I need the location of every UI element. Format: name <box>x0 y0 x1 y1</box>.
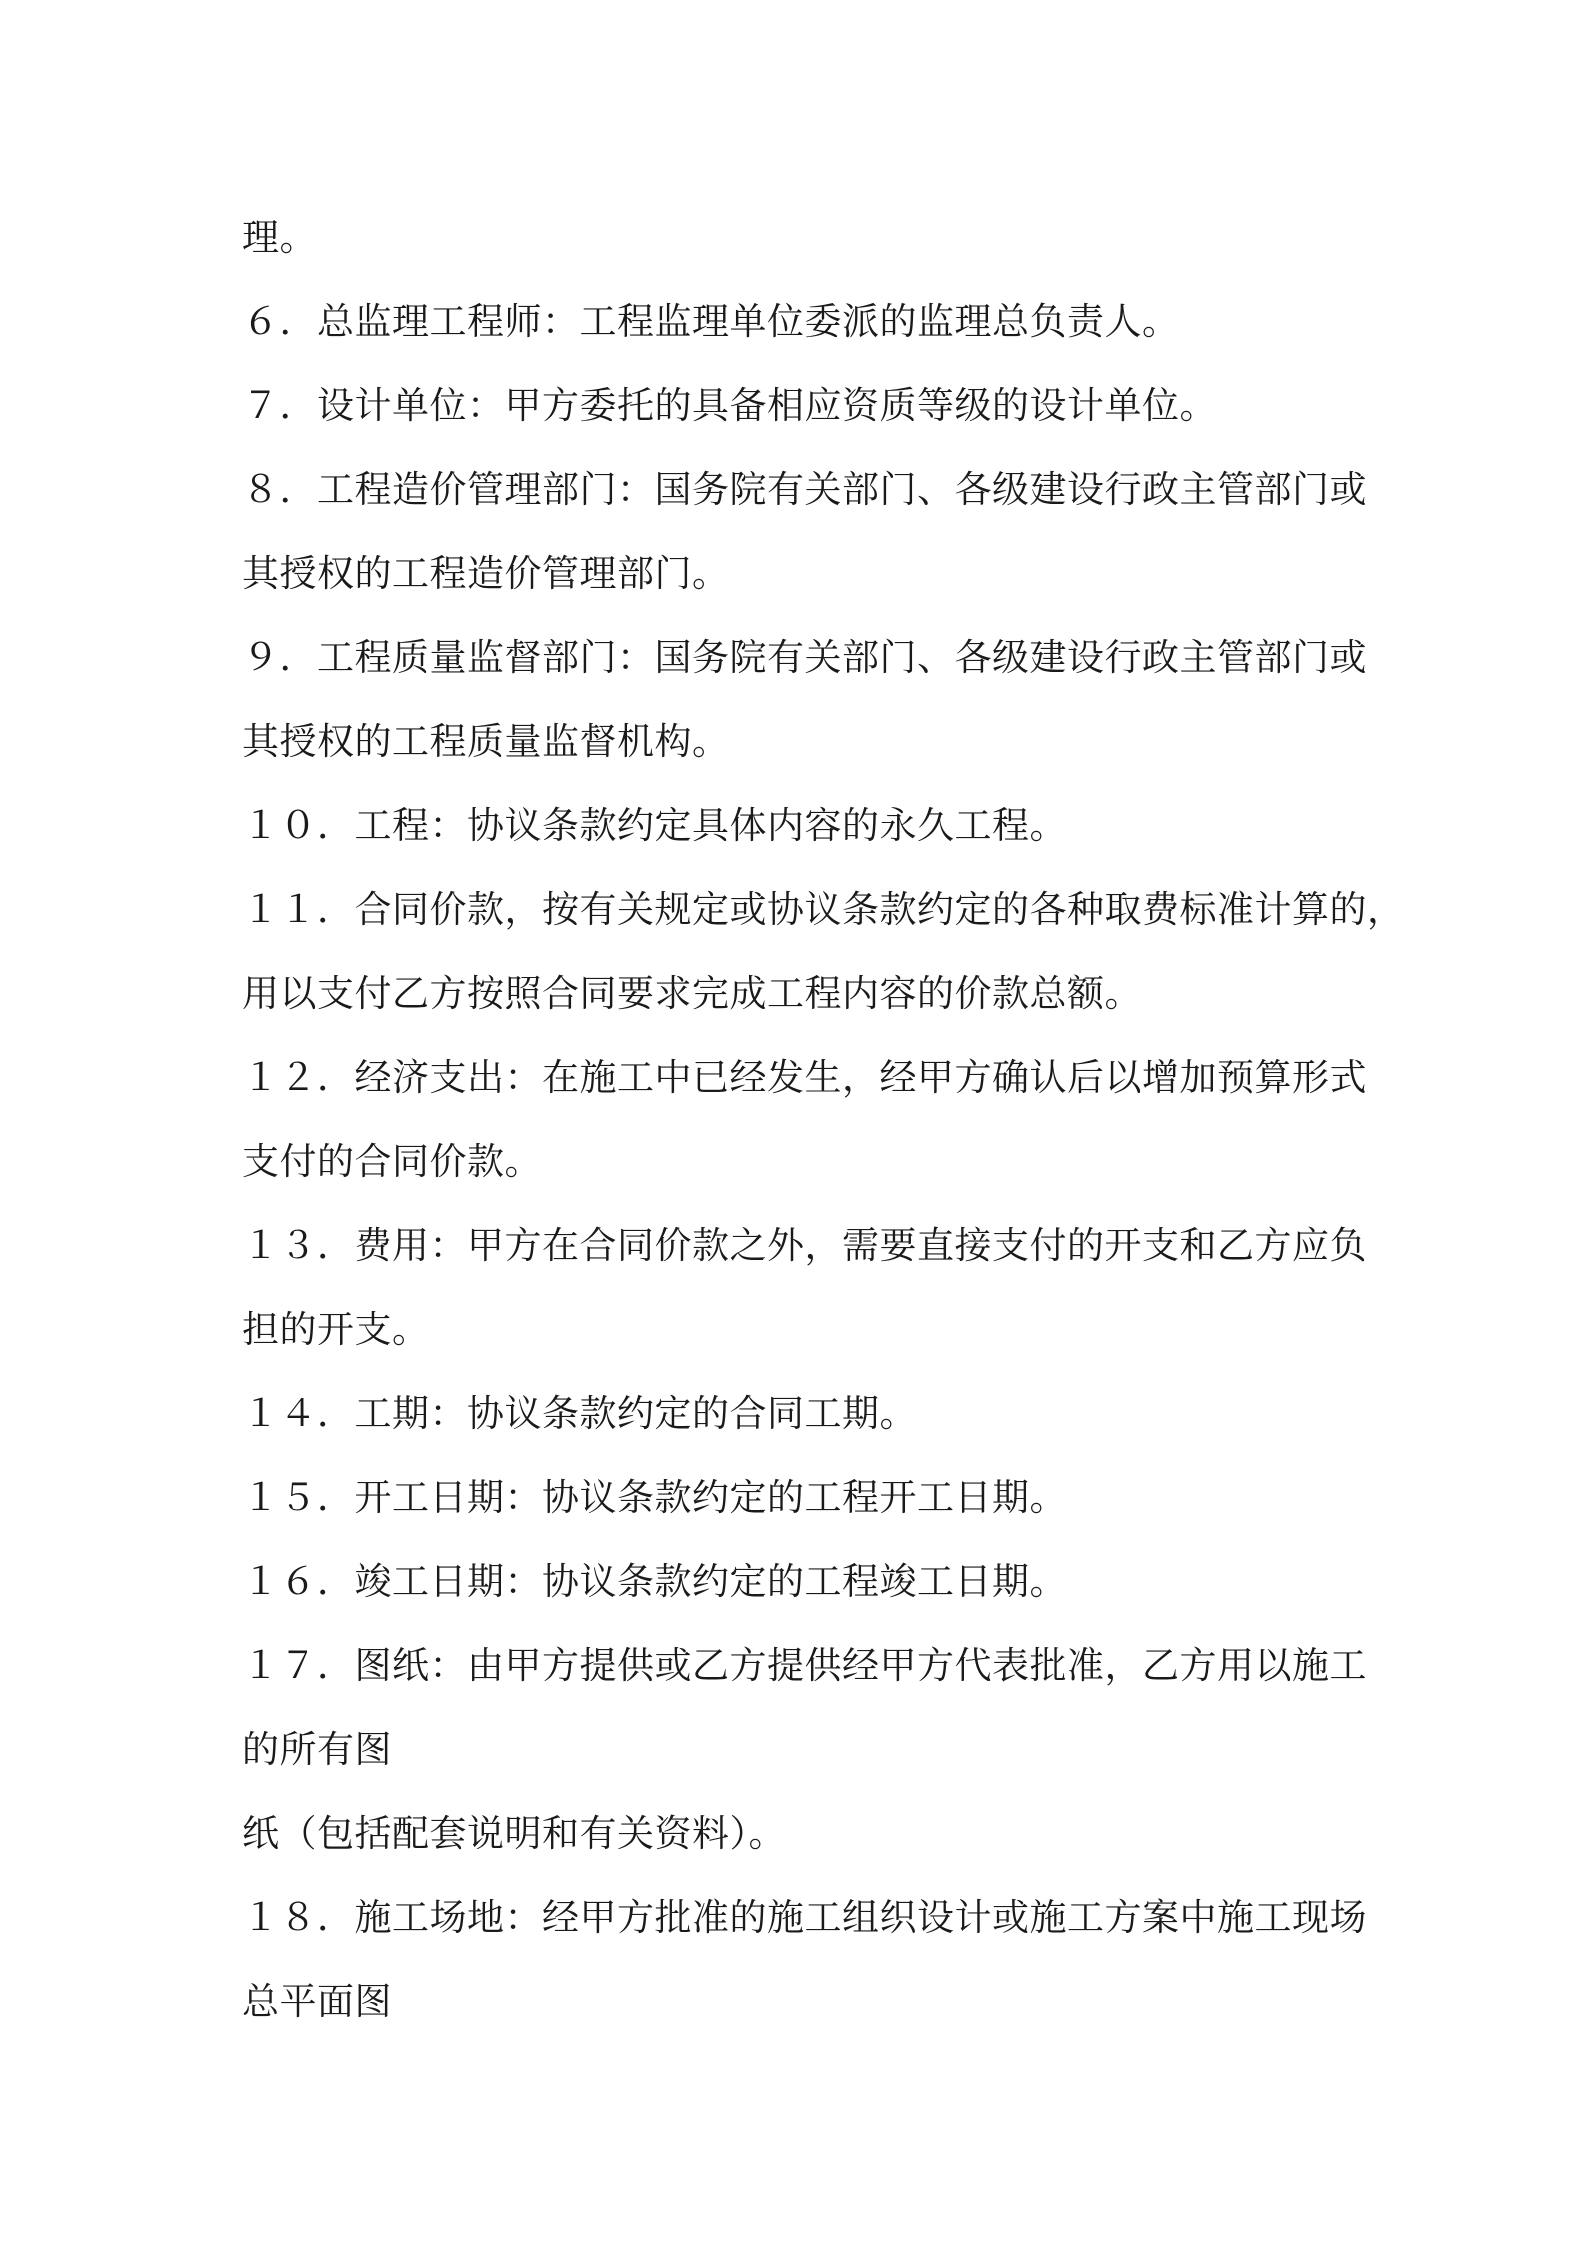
text-line: ９．工程质量监督部门：国务院有关部门、各级建设行政主管部门或 <box>242 636 1367 679</box>
text-line: １８．施工场地：经甲方批准的施工组织设计或施工方案中施工现场 <box>242 1896 1367 1939</box>
text-line: 理。 <box>242 216 317 259</box>
text-line: １０．工程：协议条款约定具体内容的永久工程。 <box>242 804 1067 847</box>
text-line: １４．工期：协议条款约定的合同工期。 <box>242 1392 917 1435</box>
text-line: ８．工程造价管理部门：国务院有关部门、各级建设行政主管部门或 <box>242 468 1367 511</box>
text-line: ６．总监理工程师：工程监理单位委派的监理总负责人。 <box>242 300 1180 343</box>
document-body <box>242 196 1405 2044</box>
text-line: 纸（包括配套说明和有关资料）。 <box>242 1812 786 1855</box>
text-line: 其授权的工程质量监督机构。 <box>242 720 730 763</box>
text-line: １３．费用：甲方在合同价款之外，需要直接支付的开支和乙方应负 <box>242 1224 1367 1267</box>
text-line: １６．竣工日期：协议条款约定的工程竣工日期。 <box>242 1560 1067 1603</box>
text-line: 其授权的工程造价管理部门。 <box>242 552 730 595</box>
text-line: １７．图纸：由甲方提供或乙方提供经甲方代表批准，乙方用以施工 <box>242 1644 1367 1687</box>
text-line: 支付的合同价款。 <box>242 1140 542 1183</box>
text-line: 的所有图 <box>242 1728 392 1771</box>
text-line: 用以支付乙方按照合同要求完成工程内容的价款总额。 <box>242 972 1142 1015</box>
text-line: １１．合同价款，按有关规定或协议条款约定的各种取费标准计算的， <box>242 888 1405 931</box>
text-line: １２．经济支出：在施工中已经发生，经甲方确认后以增加预算形式 <box>242 1056 1367 1099</box>
text-line: 担的开支。 <box>242 1308 430 1351</box>
text-line: 总平面图 <box>242 1980 392 2023</box>
text-line: １５．开工日期：协议条款约定的工程开工日期。 <box>242 1476 1067 1519</box>
text-line: ７．设计单位：甲方委托的具备相应资质等级的设计单位。 <box>242 384 1217 427</box>
